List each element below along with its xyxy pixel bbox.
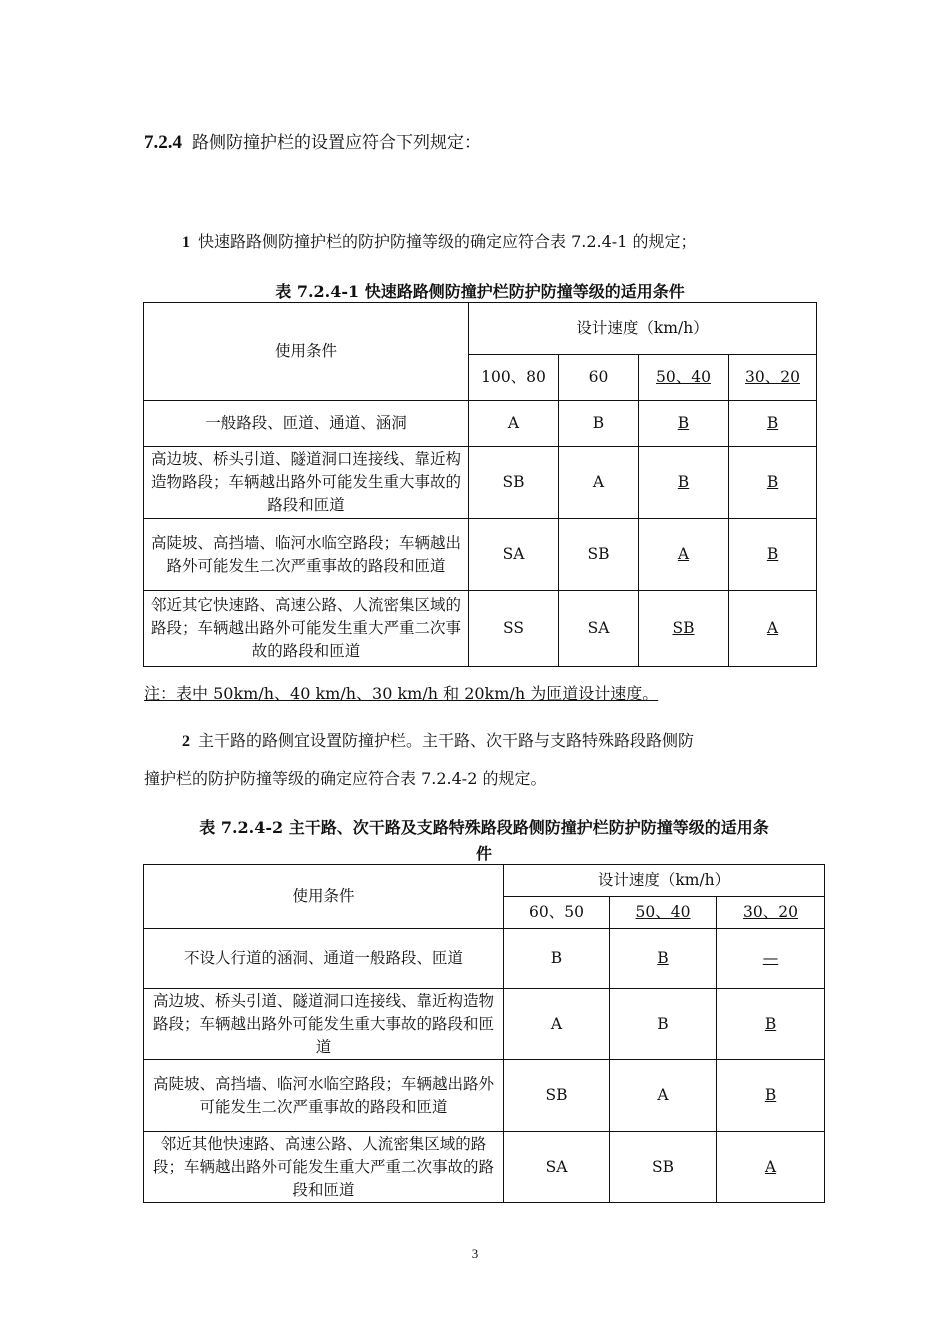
table-1-value-cell: B — [729, 519, 817, 591]
item-2-text-line-1: 主干路的路侧宜设置防撞护栏。主干路、次干路与支路特殊路段路侧防 — [198, 731, 695, 750]
table-row — [144, 1060, 825, 1132]
table-1-value-cell: SA — [559, 591, 639, 667]
table-1 — [143, 302, 817, 667]
section-heading — [144, 128, 481, 154]
table-1-value-cell: B — [559, 401, 639, 447]
table-1-value-cell: SB — [639, 591, 729, 667]
table-1-speed-header: 设计速度（km/h） — [469, 303, 817, 355]
table-1-value-cell: A — [639, 519, 729, 591]
table-1-speed-col: 60 — [559, 355, 639, 401]
table-2-value-cell: B — [610, 989, 717, 1060]
table-2-value-cell: SB — [610, 1132, 717, 1203]
table-2-value-cell: A — [717, 1132, 825, 1203]
table-2-speed-col: 60、50 — [504, 897, 610, 929]
table-1-condition-cell: 一般路段、匝道、通道、涵洞 — [144, 401, 469, 447]
table-2-condition-cell: 高边坡、桥头引道、隧道洞口连接线、靠近构造物路段；车辆越出路外可能发生重大事故的路段和匝道 — [144, 989, 504, 1060]
table-1-value-cell: A — [559, 447, 639, 519]
table-1-value-cell: SS — [469, 591, 559, 667]
item-2-number: 2 — [182, 733, 190, 750]
table-2-caption-line-2: 件 — [475, 844, 492, 863]
table-row — [144, 519, 817, 591]
section-heading-text: 路侧防撞护栏的设置应符合下列规定： — [192, 133, 481, 153]
item-1-number: 1 — [182, 234, 190, 251]
table-1-speed-col: 30、20 — [729, 355, 817, 401]
table-1-condition-header: 使用条件 — [144, 303, 469, 401]
table-2-speed-col: 50、40 — [610, 897, 717, 929]
table-row — [144, 401, 817, 447]
table-2-value-cell: — — [717, 929, 825, 989]
table-1-value-cell: B — [639, 401, 729, 447]
table-row — [144, 591, 817, 667]
item-2-paragraph-line-1 — [182, 724, 694, 759]
table-2-value-cell: B — [717, 1060, 825, 1132]
table-1-value-cell: B — [729, 401, 817, 447]
table-2-condition-header: 使用条件 — [144, 865, 504, 929]
table-1-value-cell: B — [639, 447, 729, 519]
table-1-note: 注：表中 50km/h、40 km/h、30 km/h 和 20km/h 为匝道设计速度。 — [144, 684, 659, 703]
table-1-caption: 表 7.2.4-1 快速路路侧防撞护栏防护防撞等级的适用条件 — [275, 282, 685, 301]
table-1-speed-col: 50、40 — [639, 355, 729, 401]
table-1-value-cell: B — [729, 447, 817, 519]
table-1-condition-cell: 邻近其它快速路、高速公路、人流密集区域的路段；车辆越出路外可能发生重大严重二次事故的路段和匝道 — [144, 591, 469, 667]
table-2 — [143, 864, 825, 1203]
table-row — [144, 989, 825, 1060]
table-1-value-cell: A — [469, 401, 559, 447]
table-row — [144, 1132, 825, 1203]
table-2-value-cell: B — [717, 989, 825, 1060]
table-2-value-cell: B — [504, 929, 610, 989]
table-1-condition-cell: 高边坡、桥头引道、隧道洞口连接线、靠近构造物路段；车辆越出路外可能发生重大事故的路段和匝道 — [144, 447, 469, 519]
table-1-condition-cell: 高陡坡、高挡墙、临河水临空路段；车辆越出路外可能发生二次严重事故的路段和匝道 — [144, 519, 469, 591]
item-2-paragraph-line-2: 撞护栏的防护防撞等级的确定应符合表 7.2.4-2 的规定。 — [144, 769, 547, 788]
table-1-value-cell: SB — [469, 447, 559, 519]
table-2-value-cell: B — [610, 929, 717, 989]
table-2-value-cell: A — [504, 989, 610, 1060]
table-2-value-cell: SA — [504, 1132, 610, 1203]
table-row — [144, 929, 825, 989]
table-1-value-cell: SA — [469, 519, 559, 591]
item-1-text: 快速路路侧防撞护栏的防护防撞等级的确定应符合表 7.2.4-1 的规定； — [198, 232, 697, 251]
table-2-condition-cell: 高陡坡、高挡墙、临河水临空路段；车辆越出路外可能发生二次严重事故的路段和匝道 — [144, 1060, 504, 1132]
table-1-value-cell: SB — [559, 519, 639, 591]
table-1-value-cell: A — [729, 591, 817, 667]
table-2-speed-header: 设计速度（km/h） — [504, 865, 825, 897]
table-2-caption-line-1: 表 7.2.4-2 主干路、次干路及支路特殊路段路侧防撞护栏防护防撞等级的适用条 — [199, 818, 769, 837]
table-2-speed-col: 30、20 — [717, 897, 825, 929]
table-2-value-cell: A — [610, 1060, 717, 1132]
table-2-condition-cell: 邻近其他快速路、高速公路、人流密集区域的路段；车辆越出路外可能发生重大严重二次事故的路段和匝道 — [144, 1132, 504, 1203]
table-1-speed-col: 100、80 — [469, 355, 559, 401]
section-number: 7.2.4 — [144, 132, 182, 153]
item-1-paragraph — [182, 225, 696, 260]
table-2-condition-cell: 不设人行道的涵洞、通道一般路段、匝道 — [144, 929, 504, 989]
page-number: 3 — [471, 1246, 479, 1261]
table-row — [144, 447, 817, 519]
table-2-value-cell: SB — [504, 1060, 610, 1132]
